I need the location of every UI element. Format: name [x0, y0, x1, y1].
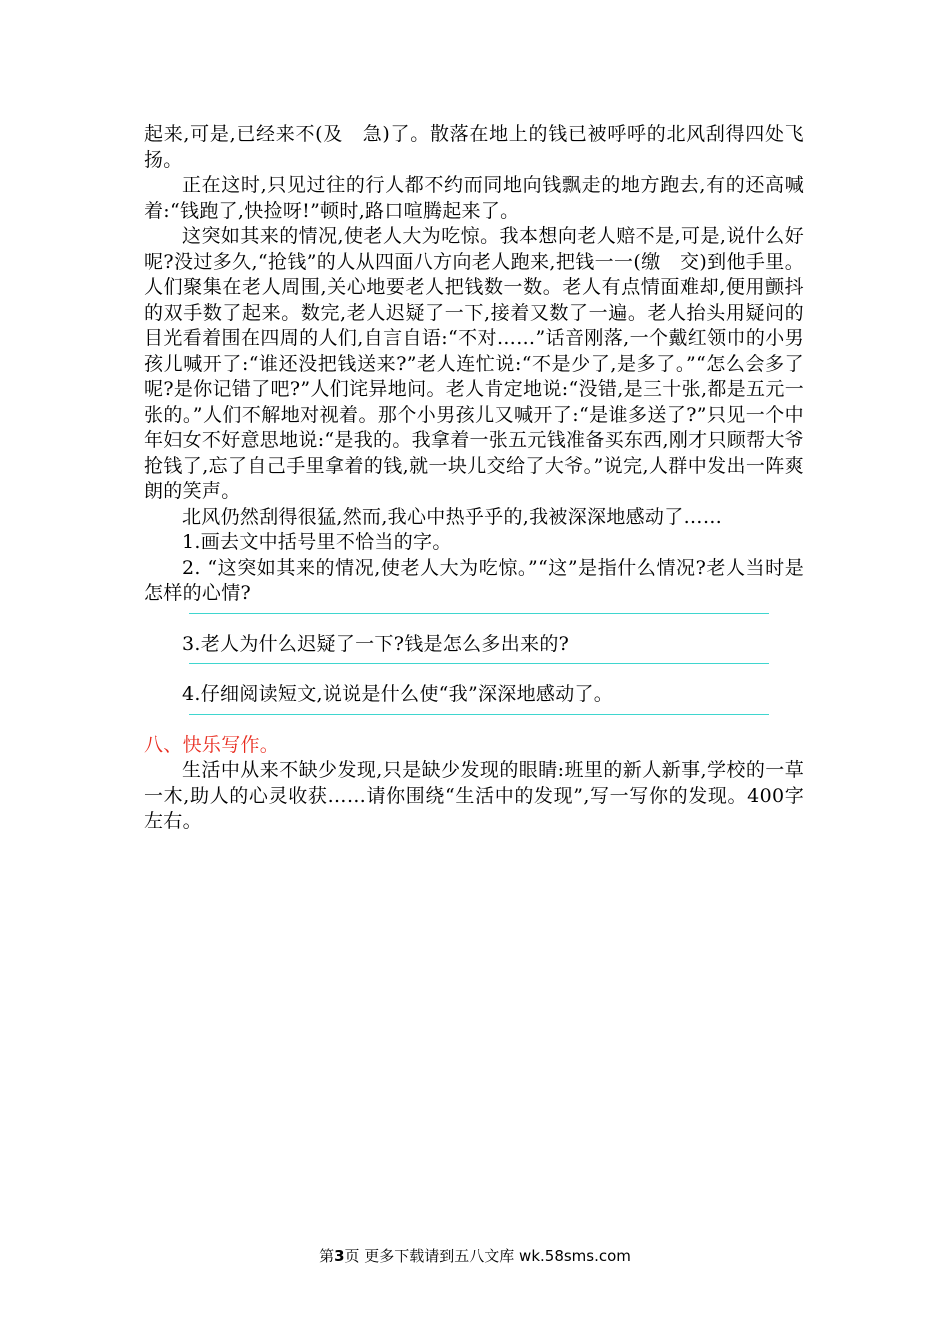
- question-1: 1.画去文中括号里不恰当的字。: [182, 531, 452, 553]
- page-content: [144, 122, 804, 835]
- footer-page-number: 3: [334, 1247, 345, 1265]
- story-paragraph-4: 北风仍然刮得很猛,然而,我心中热乎乎的,我被深深地感动了……: [182, 505, 723, 528]
- question-3: 3.老人为什么迟疑了一下?钱是怎么多出来的?: [182, 632, 570, 655]
- section-title-writing: 八、快乐写作。: [144, 733, 280, 756]
- footer-suffix: 页 更多下载请到五八文库 wk.58sms.com: [344, 1247, 631, 1265]
- answer-line-4[interactable]: [189, 714, 769, 715]
- answer-line-2[interactable]: [189, 613, 769, 614]
- answer-line-3[interactable]: [189, 663, 769, 664]
- story-paragraph-2: 正在这时,只见过往的行人都不约而同地向钱飘走的地方跑去,有的还高喊着:“钱跑了,快捡呀!”顿时,路口喧腾起来了。: [144, 174, 804, 222]
- story-paragraph-1: 起来,可是,已经来不(及 急)了。散落在地上的钱已被呼呼的北风刮得四处飞扬。: [144, 123, 804, 171]
- question-4: 4.仔细阅读短文,说说是什么使“我”深深地感动了。: [182, 683, 614, 705]
- footer-prefix: 第: [319, 1247, 335, 1265]
- page-footer: [0, 1245, 950, 1266]
- story-paragraph-3: 这突如其来的情况,使老人大为吃惊。我本想向老人赔不是,可是,说什么好呢?没过多久,“抢钱”的人从四面八方向老人跑来,把钱一一(缴 交)到他手里。人们聚集在老人周围,关心地要老人把钱数一数。老人有点情面难却,便用颤抖的双手数了起来。数完,老人迟疑了一下,接着又数了一遍。老人抬头用疑问的目光看着围在四周的人们,自言自语:“不对……”话音刚落,一个戴红领巾的小男孩儿喊开了:“谁还没把钱送来?”老人连忙说:“不是少了,是多了。”“怎么会多了呢?是你记错了吧?”人们诧异地问。老人肯定地说:“没错,是三十张,都是五元一张的。”人们不解地对视着。那个小男孩儿又喊开了:“是谁多送了?”只见一个中年妇女不好意思地说:“是我的。我拿着一张五元钱准备买东西,刚才只顾帮大爷抢钱了,忘了自己手里拿着的钱,就一块儿交给了大爷。”说完,人群中发出一阵爽朗的笑声。: [144, 225, 804, 502]
- question-2: 2. “这突如其来的情况,使老人大为吃惊。”“这”是指什么情况?老人当时是怎样的心情?: [144, 556, 804, 604]
- writing-prompt: 生活中从来不缺少发现,只是缺少发现的眼睛:班里的新人新事,学校的一草一木,助人的心灵收获……请你围绕“生活中的发现”,写一写你的发现。400字左右。: [144, 759, 804, 832]
